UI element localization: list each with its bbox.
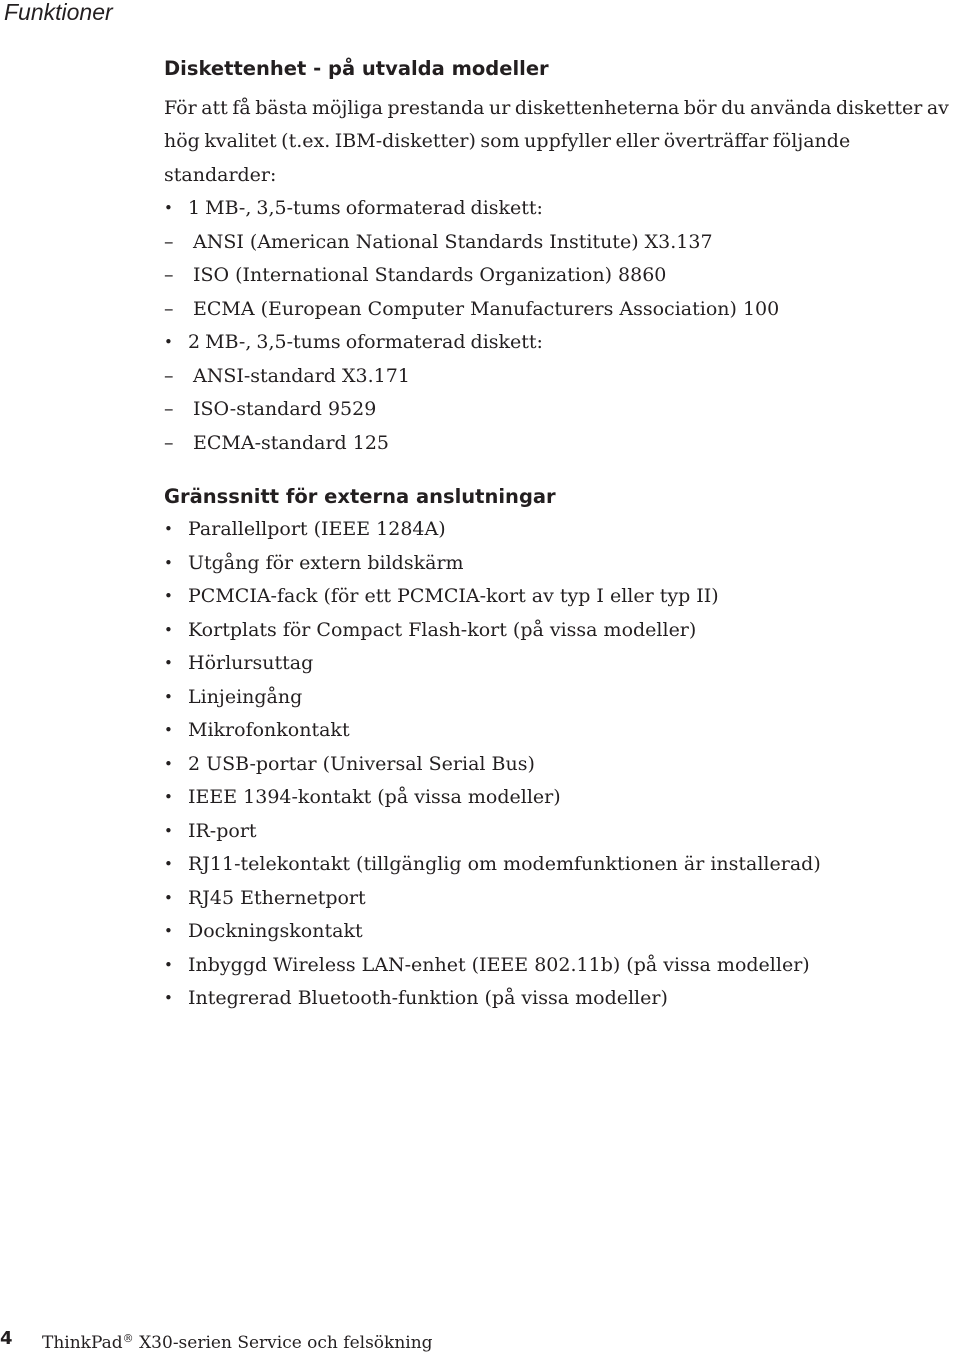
list-item: • Parallellport (IEEE 1284A) xyxy=(164,513,960,547)
sub-list-item: – ISO-standard 9529 xyxy=(164,393,960,427)
list-item: • Linjeingång xyxy=(164,681,960,715)
list-item xyxy=(164,326,960,460)
sub-list xyxy=(188,226,960,327)
list-item: • Utgång för extern bildskärm xyxy=(164,547,960,581)
list-item: • Kortplats för Compact Flash-kort (på vissa modeller) xyxy=(164,614,960,648)
footer-book-title: X30-serien Service och felsökning xyxy=(139,1333,433,1353)
list-item: • RJ45 Ethernetport xyxy=(164,882,960,916)
list-item: • Hörlursuttag xyxy=(164,647,960,681)
section-diskette-drive xyxy=(164,52,960,460)
sub-list-item: – ANSI (American National Standards Institute) X3.137 xyxy=(164,226,960,260)
list-item: • PCMCIA-fack (för ett PCMCIA-kort av typ I eller typ II) xyxy=(164,580,960,614)
section-heading: Gränssnitt för externa anslutningar xyxy=(164,485,556,509)
list-item: • Mikrofonkontakt xyxy=(164,714,960,748)
list-item: • 2 USB-portar (Universal Serial Bus) xyxy=(164,748,960,782)
page-number: 4 xyxy=(0,1328,13,1349)
list-item: • Inbyggd Wireless LAN-enhet (IEEE 802.11b) (på vissa modeller) xyxy=(164,949,960,983)
section-intro: För att få bästa möjliga prestanda ur diskettenheterna bör du använda disketter av hög kvalitet (t.ex. IBM-disketter) som uppfyller eller överträffar följande standarder: xyxy=(164,97,949,186)
list-item: • IR-port xyxy=(164,815,960,849)
section-external-interfaces xyxy=(164,480,960,1016)
diskette-standards-list xyxy=(164,192,960,460)
interfaces-list xyxy=(164,513,960,1016)
list-item: • Integrerad Bluetooth-funktion (på vissa modeller) xyxy=(164,982,960,1016)
registered-mark: ® xyxy=(122,1332,134,1345)
sub-list-item: – ECMA-standard 125 xyxy=(164,427,960,461)
page-content xyxy=(164,52,960,1016)
running-head: Funktioner xyxy=(4,0,113,25)
footer-title xyxy=(42,1327,433,1355)
sub-list-item: – ANSI-standard X3.171 xyxy=(164,360,960,394)
footer-brand: ThinkPad xyxy=(42,1333,123,1353)
list-item: • RJ11-telekontakt (tillgänglig om modemfunktionen är installerad) xyxy=(164,848,960,882)
section-heading: Diskettenhet - på utvalda modeller xyxy=(164,57,549,80)
sub-list xyxy=(188,360,960,461)
list-item: • IEEE 1394-kontakt (på vissa modeller) xyxy=(164,781,960,815)
sub-list-item: – ECMA (European Computer Manufacturers Association) 100 xyxy=(164,293,960,327)
list-item-text: 1 MB-, 3,5-tums oformaterad diskett: xyxy=(188,197,543,220)
list-item: • Dockningskontakt xyxy=(164,915,960,949)
list-item xyxy=(164,192,960,326)
sub-list-item: – ISO (International Standards Organization) 8860 xyxy=(164,259,960,293)
list-item-text: 2 MB-, 3,5-tums oformaterad diskett: xyxy=(188,331,543,354)
